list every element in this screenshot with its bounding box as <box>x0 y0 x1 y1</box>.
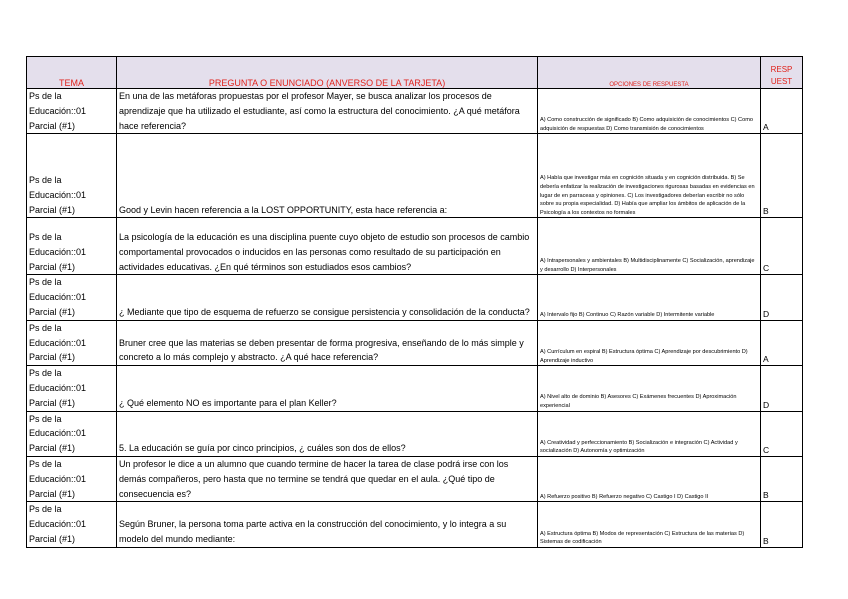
tema-line: Educación::01 <box>29 473 87 484</box>
cell-respuesta: B <box>761 134 803 218</box>
header-opciones: OPCIONES DE RESPUESTA <box>538 57 761 89</box>
tema-line: Ps de la <box>29 504 62 515</box>
tema-line: Ps de la <box>29 458 62 469</box>
cell-tema <box>27 89 117 134</box>
tema-line: Parcial (#1) <box>29 204 76 215</box>
table-row <box>27 218 803 275</box>
header-tema: TEMA <box>27 57 117 89</box>
cell-opciones: A) Estructura óptima B) Modos de representación C) Estructura de las materias D) Sistemas de codificación <box>538 502 761 547</box>
tema-line: Parcial (#1) <box>29 443 76 454</box>
cell-pregunta: 5. La educación se guía por cinco principios, ¿ cuáles son dos de ellos? <box>117 411 538 456</box>
cell-opciones: A) Currículum en espiral B) Estructura óptima C) Aprendizaje por descubrimiento D) Aprendizaje inductivo <box>538 320 761 365</box>
tema-line: Educación::01 <box>29 519 87 530</box>
cell-tema <box>27 320 117 365</box>
cell-opciones: A) Intervalo fijo B) Continuo C) Razón variable D) Intermitente variable <box>538 275 761 320</box>
cell-respuesta: D <box>761 275 803 320</box>
cell-tema <box>27 275 117 320</box>
tema-line: Ps de la <box>29 413 62 424</box>
cell-respuesta: A <box>761 320 803 365</box>
tema-line: Educación::01 <box>29 105 87 116</box>
cell-opciones: A) Nivel alto de dominio B) Asesores C) Exámenes frecuentes D) Aproximación experiencial <box>538 366 761 411</box>
header-respuesta-line1: RESP <box>770 65 793 74</box>
cell-opciones: A) Intrapersonales y ambientales B) Multidisciplinamente C) Socialización, aprendizaje y desarrollo D) Interpersonales <box>538 218 761 275</box>
cell-pregunta: Good y Levin hacen referencia a la LOST OPPORTUNITY, esta hace referencia a: <box>117 134 538 218</box>
cell-pregunta: Según Bruner, la persona toma parte activa en la construcción del conocimiento, y lo integra a su modelo del mundo mediante: <box>117 502 538 547</box>
table-row <box>27 275 803 320</box>
table-row <box>27 89 803 134</box>
tema-line: Educación::01 <box>29 337 87 348</box>
cell-respuesta: B <box>761 456 803 501</box>
cell-opciones: A) Refuerzo positivo B) Refuerzo negativo C) Castigo I D) Castigo II <box>538 456 761 501</box>
cell-pregunta: La psicología de la educación es una disciplina puente cuyo objeto de estudio son procesos de cambio comportamental provocados o inducidos en las personas como resultado de su participación en actividades educativas. ¿En qué términos son estudiados esos cambios? <box>117 218 538 275</box>
tema-line: Parcial (#1) <box>29 261 76 272</box>
tema-line: Educación::01 <box>29 382 87 393</box>
cell-respuesta: A <box>761 89 803 134</box>
tema-line: Educación::01 <box>29 292 87 303</box>
tema-line: Ps de la <box>29 368 62 379</box>
header-pregunta: PREGUNTA O ENUNCIADO (ANVERSO DE LA TARJETA) <box>117 57 538 89</box>
tema-line: Educación::01 <box>29 428 87 439</box>
cell-pregunta: ¿ Qué elemento NO es importante para el plan Keller? <box>117 366 538 411</box>
table-row <box>27 134 803 218</box>
cell-tema <box>27 411 117 456</box>
cell-pregunta: Bruner cree que las materias se deben presentar de forma progresiva, enseñando de lo más simple y concreto a lo más complejo y abstracto. ¿A qué hace referencia? <box>117 320 538 365</box>
cell-pregunta: En una de las metáforas propuestas por el profesor Mayer, se busca analizar los procesos de aprendizaje que ha utilizado el estudiante, así como la estructura del conocimiento. ¿A qué metáfora hace referencia? <box>117 89 538 134</box>
tema-line: Parcial (#1) <box>29 306 76 317</box>
cell-pregunta: ¿ Mediante que tipo de esquema de refuerzo se consigue persistencia y consolidación de la conducta? <box>117 275 538 320</box>
cell-tema <box>27 218 117 275</box>
table-row <box>27 502 803 547</box>
header-respuesta-line2: UEST <box>770 77 793 86</box>
tema-line: Ps de la <box>29 175 62 185</box>
table-row <box>27 366 803 411</box>
table-row <box>27 456 803 501</box>
tema-line: Educación::01 <box>29 246 87 257</box>
cell-opciones: A) Creatividad y perfeccionamiento B) Socialización e integración C) Actividad y socialización D) Autonomía y optimización <box>538 411 761 456</box>
cell-pregunta: Un profesor le dice a un alumno que cuando termine de hacer la tarea de clase podrá irse con los demás compañeros, pero hasta que no termine se tendrá que quedar en el aula. ¿Qué tipo de consecuencia es? <box>117 456 538 501</box>
tema-line: Ps de la <box>29 232 62 242</box>
tema-line: Parcial (#1) <box>29 488 76 499</box>
cell-tema <box>27 502 117 547</box>
table-row <box>27 320 803 365</box>
cell-opciones: A) Había que investigar más en cognición situada y en cognición distribuida. B) Se debería enfatizar la realización de investigaciones rigurosas basadas en evidencias en lugar de en parraceas y opiniones. C) Los investigadores deberían escribir no sólo sobre su propia especialidad. D) Había que ampliar los ámbitos de aplicación de la Psicología a los contextos no formales <box>538 134 761 218</box>
header-respuesta <box>761 57 803 89</box>
tema-line: Parcial (#1) <box>29 533 76 544</box>
tema-line: Parcial (#1) <box>29 397 76 408</box>
cell-respuesta: C <box>761 218 803 275</box>
cell-tema <box>27 456 117 501</box>
quiz-table <box>26 56 803 548</box>
tema-line: Educación::01 <box>29 189 87 200</box>
tema-line: Ps de la <box>29 322 62 333</box>
tema-line: Parcial (#1) <box>29 120 76 131</box>
table-row <box>27 411 803 456</box>
cell-tema <box>27 366 117 411</box>
cell-respuesta: B <box>761 502 803 547</box>
tema-line: Ps de la <box>29 91 62 101</box>
tema-line: Ps de la <box>29 277 62 288</box>
tema-line: Parcial (#1) <box>29 352 76 363</box>
cell-opciones: A) Como construcción de significado B) Como adquisición de conocimientos C) Como adquisición de respuestas D) Como transmisión de conocimientos <box>538 89 761 134</box>
cell-respuesta: C <box>761 411 803 456</box>
header-row <box>27 57 803 89</box>
cell-tema <box>27 134 117 218</box>
cell-respuesta: D <box>761 366 803 411</box>
